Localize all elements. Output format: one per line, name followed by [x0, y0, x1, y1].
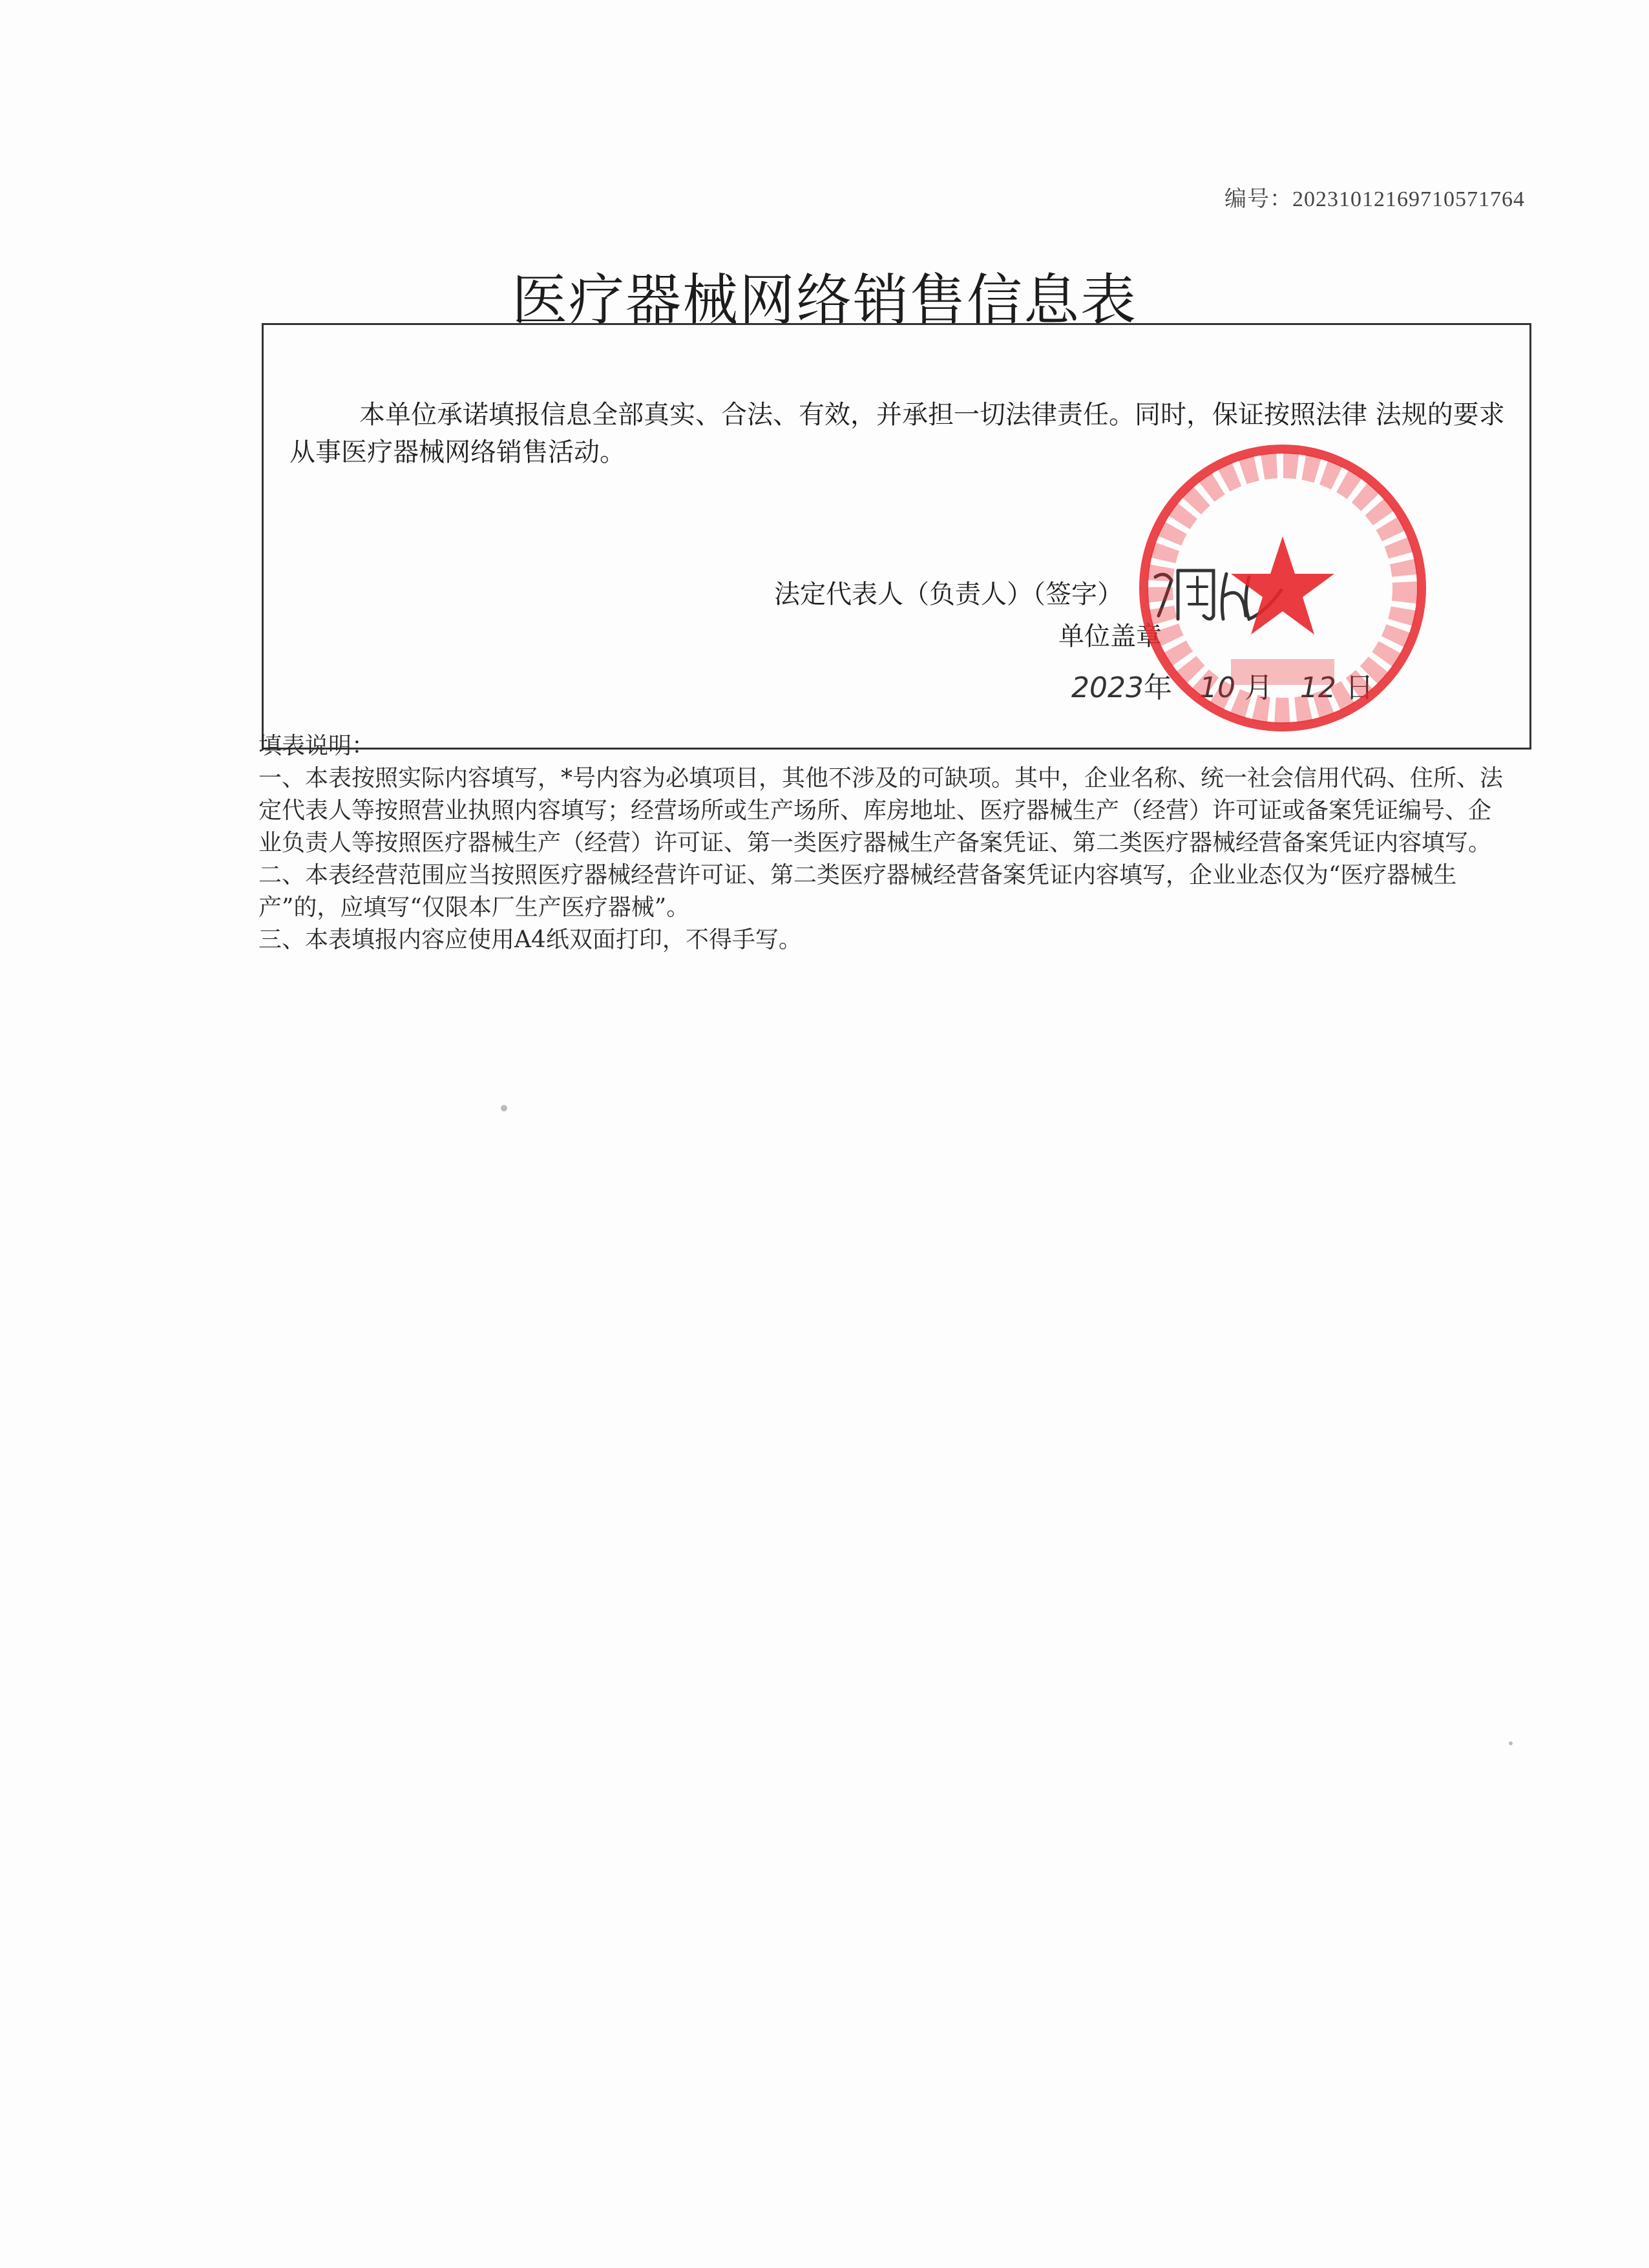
date-year-unit: 年 — [1143, 671, 1172, 704]
unit-seal-label: 单位盖章 — [1058, 622, 1162, 651]
scan-speck — [501, 1105, 507, 1111]
red-company-seal-icon — [1134, 439, 1431, 737]
pledge-statement: 本单位承诺填报信息全部真实、合法、有效，并承担一切法律责任。同时，保证按照法律 法规的要求从事医疗器械网络销售活动。 — [289, 400, 1505, 467]
date-day-unit: 日 — [1345, 671, 1374, 704]
document-number-value: 20231012169710571764 — [1292, 187, 1525, 211]
document-number-label: 编号： — [1224, 186, 1292, 212]
instructions-section — [258, 730, 1512, 956]
legal-representative-label: 法定代表人（负责人）（签字） — [774, 580, 1123, 609]
document-number — [969, 181, 1525, 213]
scan-speck — [1509, 1741, 1513, 1745]
date-month: 10 — [1199, 671, 1235, 704]
date-year: 2023 — [1071, 671, 1144, 704]
date-day: 12 — [1299, 671, 1336, 704]
instruction-item: 一、本表按照实际内容填写，*号内容为必填项目，其他不涉及的可缺项。其中，企业名称、统一社会信用代码、住所、法定代表人等按照营业执照内容填写；经营场所或生产场所、库房地址、医疗器械生产（经营）许可证或备案凭证编号、企业负责人等按照医疗器械生产（经营）许可证、第一类医疗器械生产备案凭证、第二类医疗器械经营备案凭证内容填写。 — [258, 765, 1504, 856]
date-month-unit: 月 — [1244, 671, 1273, 704]
instruction-item: 二、本表经营范围应当按照医疗器械经营许可证、第二类医疗器械经营备案凭证内容填写，企业业态仅为“医疗器械生产”的，应填写“仅限本厂生产医疗器械”。 — [258, 862, 1457, 921]
page-title: 医疗器械网络销售信息表 — [512, 268, 1137, 333]
instruction-item: 三、本表填报内容应使用A4纸双面打印，不得手写。 — [258, 927, 802, 953]
instructions-heading: 填表说明： — [258, 733, 375, 759]
